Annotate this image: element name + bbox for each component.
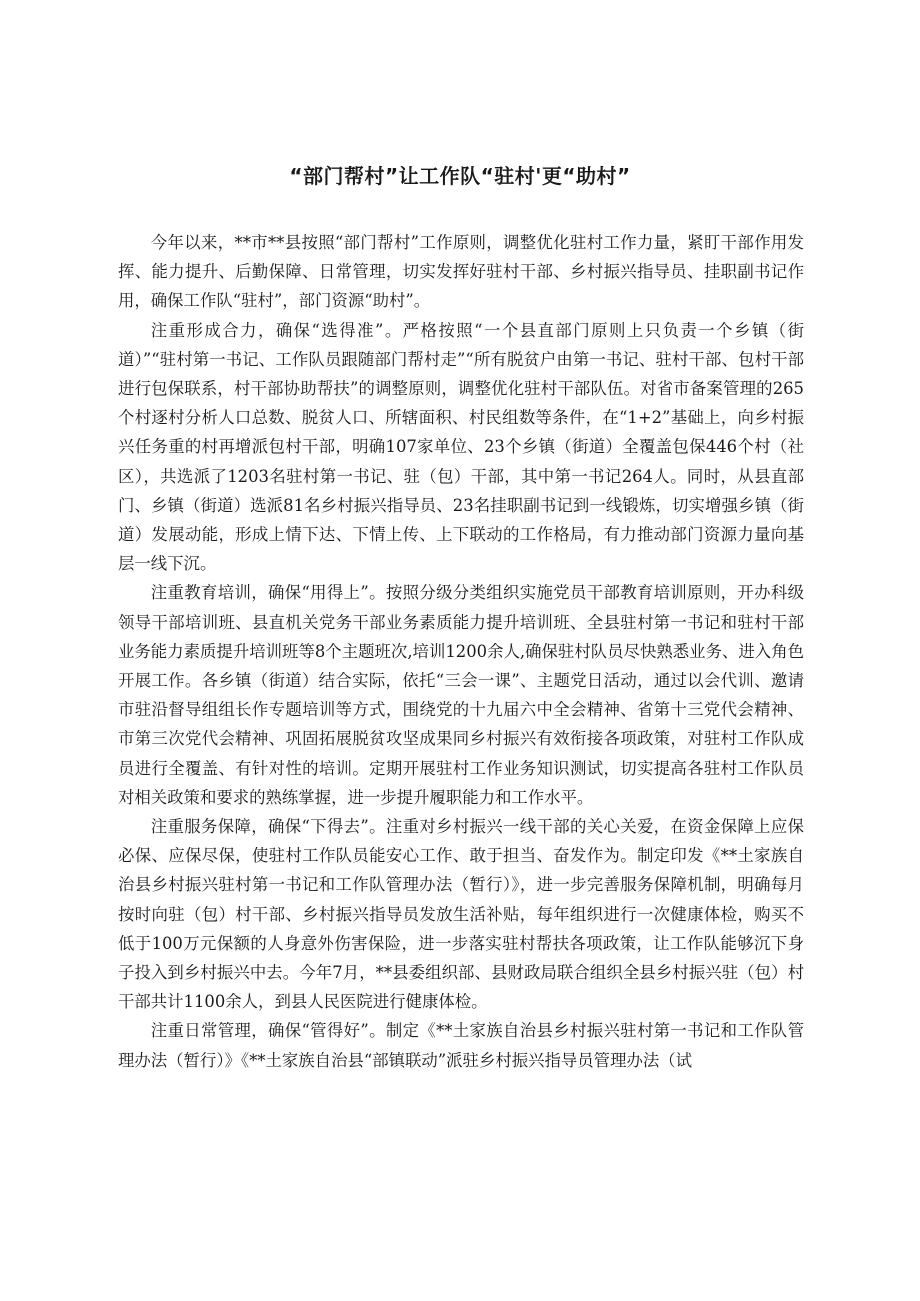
paragraph-service: 注重服务保障，确保“下得去”。注重对乡村振兴一线干部的关心关爱，在资金保障上应保必保、应保尽保，使驻村工作队员能安心工作、敢于担当、奋发作为。制定印发《**土家族自治县乡村振兴驻村第一书记和工作队管理办法（暂行）》，进一步完善服务保障机制，明确每月按时向驻（包）村干部、乡村振兴指导员发放生活补贴，每年组织进行一次健康体检，购买不低于100万元保额的人身意外伤害保险，进一步落实驻村帮扶各项政策，让工作队能够沉下身子投入到乡村振兴中去。今年7月，**县委组织部、县财政局联合组织全县乡村振兴驻（包）村干部共计1100余人，到县人民医院进行健康体检。 — [118, 817, 804, 1012]
paragraph-intro: 今年以来，**市**县按照“部门帮村”工作原则，调整优化驻村工作力量，紧盯干部作用发挥、能力提升、后勤保障、日常管理，切实发挥好驻村干部、乡村振兴指导员、挂职副书记作用，确保工作队“驻村”，部门资源“助村”。 — [118, 233, 804, 311]
document-body — [118, 228, 804, 1075]
page-title: “部门帮村”让工作队“驻村'更“助村” — [289, 164, 631, 188]
paragraph-training: 注重教育培训，确保“用得上”。按照分级分类组织实施党员干部教育培训原则，开办科级领导干部培训班、县直机关党务干部业务素质能力提升培训班、全县驻村第一书记和驻村干部业务能力素质提升培训班等8个主题班次,培训1200余人,确保驻村队员尽快熟悉业务、进入角色开展工作。各乡镇（街道）结合实际，依托“三会一课”、主题党日活动，通过以会代训、邀请市驻沿督导组组长作专题培训等方式，围绕党的十九届六中全会精神、省第十三党代会精神、市第三次党代会精神、巩固拓展脱贫攻坚成果同乡村振兴有效衔接各项政策，对驻村工作队成员进行全覆盖、有针对性的培训。定期开展驻村工作业务知识测试，切实提高各驻村工作队员对相关政策和要求的熟练掌握，进一步提升履职能力和工作水平。 — [118, 583, 804, 807]
paragraph-management: 注重日常管理，确保“管得好”。制定《**土家族自治县乡村振兴驻村第一书记和工作队管理办法（暂行）》《**土家族自治县“部镇联动”派驻乡村振兴指导员管理办法（试 — [118, 1021, 804, 1070]
paragraph-selection: 注重形成合力，确保“选得准”。严格按照“一个县直部门原则上只负责一个乡镇（街道）”“驻村第一书记、工作队员跟随部门帮村走”“所有脱贫户由第一书记、驻村干部、包村干部进行包保联系，村干部协助帮扶”的调整原则，调整优化驻村干部队伍。对省市备案管理的265个村逐村分析人口总数、脱贫人口、所辖面积、村民组数等条件，在“1+2”基础上，向乡村振兴任务重的村再增派包村干部，明确107家单位、23个乡镇（街道）全覆盖包保446个村（社区），共选派了1203名驻村第一书记、驻（包）干部，其中第一书记264人。同时，从县直部门、乡镇（街道）选派81名乡村振兴指导员、23名挂职副书记到一线锻炼，切实增强乡镇（街道）发展动能，形成上情下达、下情上传、上下联动的工作格局，有力推动部门资源力量向基层一线下沉。 — [118, 320, 804, 574]
